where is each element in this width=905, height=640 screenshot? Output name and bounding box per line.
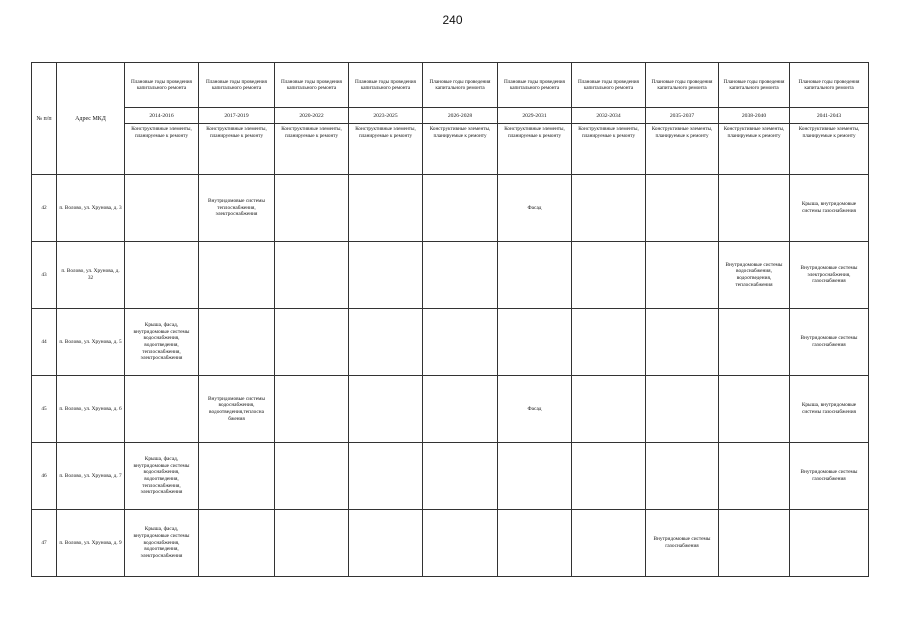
repair-cell bbox=[199, 309, 275, 376]
repair-cell: Крыша, внутридомовые системы газоснабжения bbox=[790, 175, 869, 242]
repair-cell bbox=[646, 376, 719, 443]
repair-cell bbox=[646, 242, 719, 309]
repair-cell bbox=[275, 175, 349, 242]
repair-cell bbox=[275, 443, 349, 510]
period-header: 2032-2034 bbox=[572, 108, 646, 124]
repair-cell bbox=[275, 309, 349, 376]
table-row bbox=[32, 242, 869, 309]
repair-cell bbox=[423, 242, 498, 309]
repair-cell bbox=[572, 376, 646, 443]
repair-cell bbox=[719, 175, 790, 242]
repair-cell bbox=[423, 510, 498, 577]
repair-cell bbox=[349, 443, 423, 510]
repair-cell bbox=[498, 309, 572, 376]
repair-cell: Крыша, фасад, внутридомовые системы водоснабжения, водоотведения, теплоснабжения, электроснабжения bbox=[125, 443, 199, 510]
address-column-header: Адрес МКД bbox=[57, 63, 125, 175]
period-header: 2026-2028 bbox=[423, 108, 498, 124]
planned-years-header: Плановые годы проведения капитального ремонта bbox=[423, 63, 498, 108]
repair-cell bbox=[498, 510, 572, 577]
period-header: 2014-2016 bbox=[125, 108, 199, 124]
header-row-elements bbox=[32, 124, 869, 175]
repair-cell: Фасад bbox=[498, 175, 572, 242]
elements-header: Конструктивные элементы, планируемые к ремонту bbox=[498, 124, 572, 175]
repair-cell bbox=[349, 510, 423, 577]
row-number: 43 bbox=[32, 242, 57, 309]
repair-cell: Внутридомовые системы теплоснабжения, электроснабжения bbox=[199, 175, 275, 242]
page-number: 240 bbox=[442, 13, 463, 27]
planned-years-header: Плановые годы проведения капитального ремонта bbox=[790, 63, 869, 108]
repair-cell: Внутридомовые системы газоснабжения bbox=[790, 309, 869, 376]
repair-cell: Внутридомовые системы водоснабжения, водоотведения, теплоснабжения bbox=[719, 242, 790, 309]
row-address: п. Волово, ул. Хрунова, д. 6 bbox=[57, 376, 125, 443]
repair-cell: Крыша, фасад, внутридомовые системы водоснабжения, водоотведения, электроснабжения bbox=[125, 510, 199, 577]
row-address: п. Волово, ул. Хрунова, д. 9 bbox=[57, 510, 125, 577]
repair-cell bbox=[199, 510, 275, 577]
row-address: п. Волово, ул. Хрунова, д. 7 bbox=[57, 443, 125, 510]
row-number: 45 bbox=[32, 376, 57, 443]
repair-cell bbox=[719, 510, 790, 577]
repair-cell bbox=[423, 376, 498, 443]
repair-cell bbox=[719, 376, 790, 443]
period-header: 2017-2019 bbox=[199, 108, 275, 124]
elements-header: Конструктивные элементы, планируемые к ремонту bbox=[572, 124, 646, 175]
repair-cell bbox=[125, 376, 199, 443]
table-row bbox=[32, 376, 869, 443]
planned-years-header: Плановые годы проведения капитального ремонта bbox=[349, 63, 423, 108]
repair-cell bbox=[349, 242, 423, 309]
elements-header: Конструктивные элементы, планируемые к ремонту bbox=[790, 124, 869, 175]
capital-repair-table bbox=[31, 62, 869, 577]
repair-cell bbox=[572, 510, 646, 577]
elements-header: Конструктивные элементы, планируемые к ремонту bbox=[349, 124, 423, 175]
period-header: 2020-2022 bbox=[275, 108, 349, 124]
period-header: 2023-2025 bbox=[349, 108, 423, 124]
repair-cell bbox=[349, 309, 423, 376]
planned-years-header: Плановые годы проведения капитального ремонта bbox=[719, 63, 790, 108]
repair-cell bbox=[646, 443, 719, 510]
num-column-header: № п/п bbox=[32, 63, 57, 175]
elements-header: Конструктивные элементы, планируемые к ремонту bbox=[646, 124, 719, 175]
planned-years-header: Плановые годы проведения капитального ремонта bbox=[646, 63, 719, 108]
repair-cell bbox=[572, 175, 646, 242]
elements-header: Конструктивные элементы, планируемые к ремонту bbox=[719, 124, 790, 175]
repair-cell bbox=[572, 242, 646, 309]
planned-years-header: Плановые годы проведения капитального ремонта bbox=[498, 63, 572, 108]
table-row bbox=[32, 175, 869, 242]
repair-cell: Крыша, фасад, внутридомовые системы водоснабжения, водоотведения, теплоснабжения, электроснабжения bbox=[125, 309, 199, 376]
repair-cell: Внутридомовые системы газоснабжения bbox=[646, 510, 719, 577]
row-address: п. Волово, ул. Хрунова, д. 32 bbox=[57, 242, 125, 309]
period-header: 2035-2037 bbox=[646, 108, 719, 124]
repair-cell bbox=[349, 376, 423, 443]
repair-cell: Внутридомовые системы водоснабжения, водоотведения,теплосна бжения bbox=[199, 376, 275, 443]
repair-cell bbox=[199, 242, 275, 309]
row-number: 44 bbox=[32, 309, 57, 376]
repair-cell: Внутридомовые системы электроснабжения, газоснабжения bbox=[790, 242, 869, 309]
planned-years-header: Плановые годы проведения капитального ремонта bbox=[572, 63, 646, 108]
row-address: п. Волово, ул. Хрунова, д. 3 bbox=[57, 175, 125, 242]
repair-cell bbox=[572, 309, 646, 376]
planned-years-header: Плановые годы проведения капитального ремонта bbox=[275, 63, 349, 108]
row-number: 46 bbox=[32, 443, 57, 510]
elements-header: Конструктивные элементы, планируемые к ремонту bbox=[125, 124, 199, 175]
elements-header: Конструктивные элементы, планируемые к ремонту bbox=[199, 124, 275, 175]
row-address: п. Волово, ул. Хрунова, д. 5 bbox=[57, 309, 125, 376]
repair-cell bbox=[275, 242, 349, 309]
period-header: 2029-2031 bbox=[498, 108, 572, 124]
repair-cell bbox=[125, 242, 199, 309]
row-number: 42 bbox=[32, 175, 57, 242]
elements-header: Конструктивные элементы, планируемые к ремонту bbox=[275, 124, 349, 175]
repair-cell bbox=[275, 510, 349, 577]
header-row-periods bbox=[32, 108, 869, 124]
table-row bbox=[32, 510, 869, 577]
repair-cell bbox=[646, 175, 719, 242]
repair-cell: Внутридомовые системы газоснабжения bbox=[790, 443, 869, 510]
period-header: 2038-2040 bbox=[719, 108, 790, 124]
table-row bbox=[32, 309, 869, 376]
row-number: 47 bbox=[32, 510, 57, 577]
repair-cell bbox=[498, 443, 572, 510]
repair-cell bbox=[125, 175, 199, 242]
planned-years-header: Плановые годы проведения капитального ремонта bbox=[125, 63, 199, 108]
repair-cell bbox=[790, 510, 869, 577]
repair-cell bbox=[719, 443, 790, 510]
repair-cell bbox=[423, 309, 498, 376]
repair-cell bbox=[199, 443, 275, 510]
repair-cell bbox=[646, 309, 719, 376]
elements-header: Конструктивные элементы, планируемые к ремонту bbox=[423, 124, 498, 175]
repair-cell bbox=[275, 376, 349, 443]
table-row bbox=[32, 443, 869, 510]
planned-years-header: Плановые годы проведения капитального ремонта bbox=[199, 63, 275, 108]
repair-cell bbox=[423, 443, 498, 510]
repair-cell bbox=[719, 309, 790, 376]
repair-cell bbox=[349, 175, 423, 242]
repair-cell bbox=[423, 175, 498, 242]
repair-cell: Крыша, внутридомовые системы газоснабжения bbox=[790, 376, 869, 443]
repair-cell: Фасад bbox=[498, 376, 572, 443]
repair-cell bbox=[498, 242, 572, 309]
period-header: 2041-2043 bbox=[790, 108, 869, 124]
repair-cell bbox=[572, 443, 646, 510]
header-row-planned bbox=[32, 63, 869, 108]
